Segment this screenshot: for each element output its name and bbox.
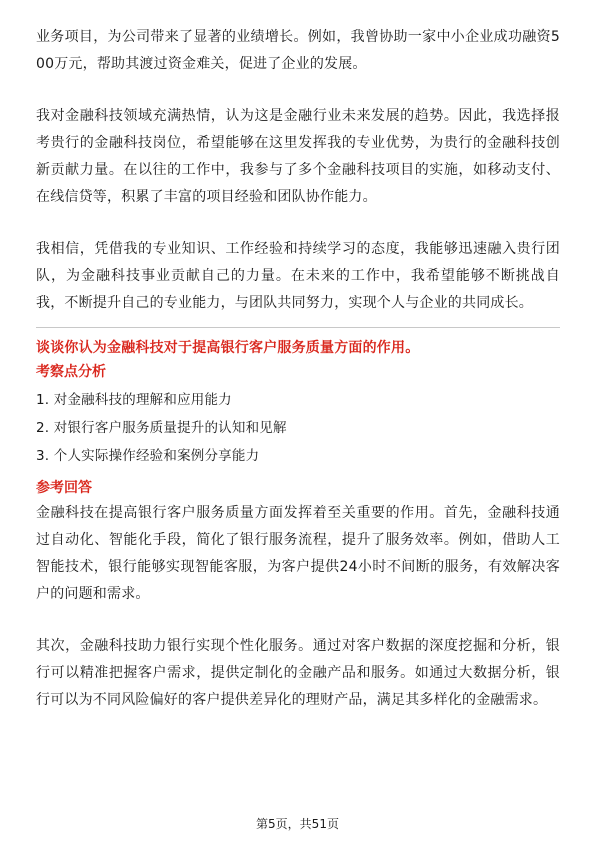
analysis-list — [36, 386, 560, 470]
answer-heading: 参考回答 — [36, 480, 92, 496]
analysis-point-1: 1. 对金融科技的理解和应用能力 — [36, 392, 232, 408]
paragraph-spacer — [36, 211, 560, 236]
intro-paragraph-3: 我相信，凭借我的专业知识、工作经验和持续学习的态度，我能够迅速融入贵行团队，为金融科技事业贡献自己的力量。在未来的工作中，我希望能够不断挑战自我，不断提升自己的专业能力，与团队共同努力，实现个人与企业的共同成长。 — [36, 241, 560, 311]
answer-paragraph-1: 金融科技在提高银行客户服务质量方面发挥着至关重要的作用。首先，金融科技通过自动化、智能化手段，简化了银行服务流程，提升了服务效率。例如，借助人工智能技术，银行能够实现智能客服，为客户提供24小时不间断的服务，有效解决客户的问题和需求。 — [36, 505, 560, 602]
analysis-point-2: 2. 对银行客户服务质量提升的认知和见解 — [36, 420, 287, 436]
paragraph-spacer — [36, 608, 560, 633]
section-divider — [36, 327, 560, 328]
question-title: 谈谈你认为金融科技对于提高银行客户服务质量方面的作用。 — [36, 340, 420, 356]
analysis-point-3: 3. 个人实际操作经验和案例分享能力 — [36, 448, 260, 464]
intro-paragraph-1: 业务项目，为公司带来了显著的业绩增长。例如，我曾协助一家中小企业成功融资500万元，帮助其渡过资金难关，促进了企业的发展。 — [36, 29, 560, 72]
page-content — [36, 24, 560, 714]
answer-paragraph-2: 其次，金融科技助力银行实现个性化服务。通过对客户数据的深度挖掘和分析，银行可以精准把握客户需求，提供定制化的金融产品和服务。如通过大数据分析，银行可以为不同风险偏好的客户提供差异化的理财产品，满足其多样化的金融需求。 — [36, 638, 560, 708]
analysis-heading: 考察点分析 — [36, 364, 106, 380]
page-number: 第5页，共51页 — [256, 817, 339, 831]
intro-paragraph-2: 我对金融科技领域充满热情，认为这是金融行业未来发展的趋势。因此，我选择报考贵行的金融科技岗位，希望能够在这里发挥我的专业优势，为贵行的金融科技创新贡献力量。在以往的工作中，我参与了多个金融科技项目的实施，如移动支付、在线信贷等，积累了丰富的项目经验和团队协作能力。 — [36, 108, 560, 205]
paragraph-spacer — [36, 78, 560, 103]
